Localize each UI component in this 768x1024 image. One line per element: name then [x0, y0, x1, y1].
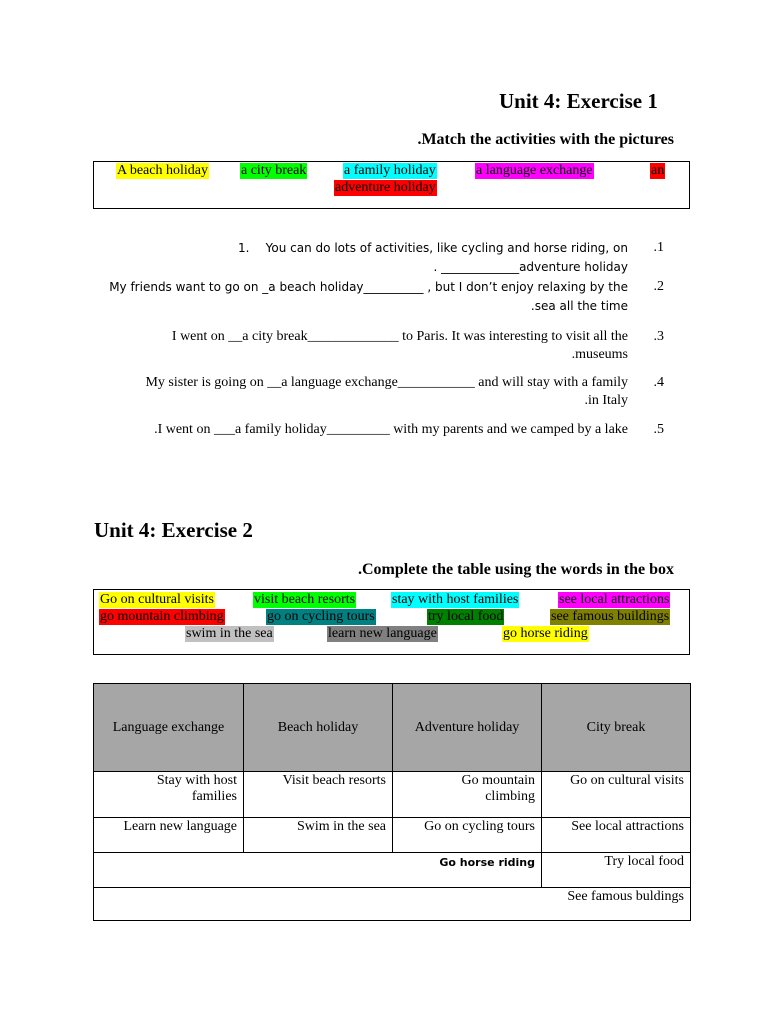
item-3-line-2: .museums — [571, 347, 628, 362]
cell-text: Try local food — [604, 854, 684, 869]
item-4-number: .4 — [653, 375, 664, 390]
header-beach-holiday — [243, 683, 393, 772]
cell-text: Learn new language — [123, 819, 237, 834]
word-horse-riding: go horse riding — [503, 626, 588, 641]
table-cell — [243, 817, 393, 853]
table-cell-merged — [93, 852, 542, 888]
table-cell-full — [93, 887, 691, 921]
item-1-inner-number: 1. — [238, 241, 250, 255]
item-5-line-1: .I went on ___a family holiday_________ with my parents and we camped by a lake — [154, 422, 628, 437]
cell-text: Swim in the sea — [296, 819, 386, 834]
item-2-line-2: .sea all the time — [530, 299, 628, 313]
header-label: Beach holiday — [277, 719, 359, 735]
item-1-number: .1 — [653, 240, 664, 255]
word-language-exchange: a language exchange — [476, 163, 593, 178]
activities-table — [93, 683, 691, 921]
word-box-2 — [93, 589, 690, 655]
cell-text: Go mountain climbing — [461, 773, 535, 804]
item-2-number: .2 — [653, 279, 664, 294]
word-box-1 — [93, 161, 690, 209]
cell-text: Visit beach resorts — [282, 773, 386, 788]
word-city-break: a city break — [241, 163, 307, 178]
word-swim-sea: swim in the sea — [186, 626, 273, 641]
item-1-line-1: You can do lots of activities, like cycling and horse riding, on — [265, 241, 628, 255]
word-an: an — [651, 163, 665, 178]
item-3-number: .3 — [653, 329, 664, 344]
exercise-2-title: Unit 4: Exercise 2 — [94, 518, 253, 542]
header-label: City break — [586, 719, 646, 735]
table-cell — [392, 817, 542, 853]
word-famous-buildings: see famous buildings — [551, 609, 670, 624]
item-2-line-1: My friends want to go on _a beach holiday__________ , but I don’t enjoy relaxing by the — [109, 280, 628, 294]
table-cell — [243, 771, 393, 818]
word-cycling-tours: go on cycling tours — [267, 609, 375, 624]
table-cell — [93, 771, 244, 818]
header-label: Language exchange — [112, 719, 225, 735]
exercise-1-title: Unit 4: Exercise 1 — [499, 89, 658, 113]
cell-text: Go on cycling tours — [424, 819, 535, 834]
word-local-food: try local food — [428, 609, 504, 624]
word-local-attractions: see local attractions — [559, 592, 670, 607]
header-adventure-holiday — [392, 683, 542, 772]
item-4-line-1: My sister is going on __a language exchange___________ and will stay with a family — [145, 375, 628, 390]
word-host-families: stay with host families — [392, 592, 519, 607]
table-cell — [541, 771, 691, 818]
item-4-line-2: .in Italy — [584, 393, 628, 408]
item-3-line-1: I went on __a city break_____________ to Paris. It was interesting to visit all the — [171, 329, 628, 344]
header-label: Adventure holiday — [414, 719, 520, 735]
cell-text: See local attractions — [571, 819, 684, 834]
cell-text: Go on cultural visits — [570, 773, 684, 788]
word-mountain-climbing: go mountain climbing — [100, 609, 224, 624]
word-beach-resorts: visit beach resorts — [254, 592, 356, 607]
table-cell — [392, 771, 542, 818]
cell-text: Go horse riding — [439, 856, 535, 869]
word-new-language: learn new language — [328, 626, 437, 641]
table-cell — [541, 817, 691, 853]
word-beach-holiday: A beach holiday — [117, 163, 208, 178]
header-city-break — [541, 683, 691, 772]
table-cell — [541, 852, 691, 888]
word-family-holiday: a family holiday — [344, 163, 436, 178]
item-5-number: .5 — [653, 422, 664, 437]
exercise-2-instruction: .Complete the table using the words in the box — [357, 561, 674, 578]
cell-text: Stay with host families — [156, 773, 237, 804]
header-language-exchange — [93, 683, 244, 772]
exercise-1-instruction: .Match the activities with the pictures — [417, 131, 674, 148]
cell-text: See famous buldings — [567, 889, 684, 904]
word-adventure-holiday: adventure holiday — [335, 180, 436, 195]
word-cultural-visits: Go on cultural visits — [100, 592, 214, 607]
table-cell — [93, 817, 244, 853]
item-1-line-2: . _____________adventure holiday — [433, 260, 628, 274]
